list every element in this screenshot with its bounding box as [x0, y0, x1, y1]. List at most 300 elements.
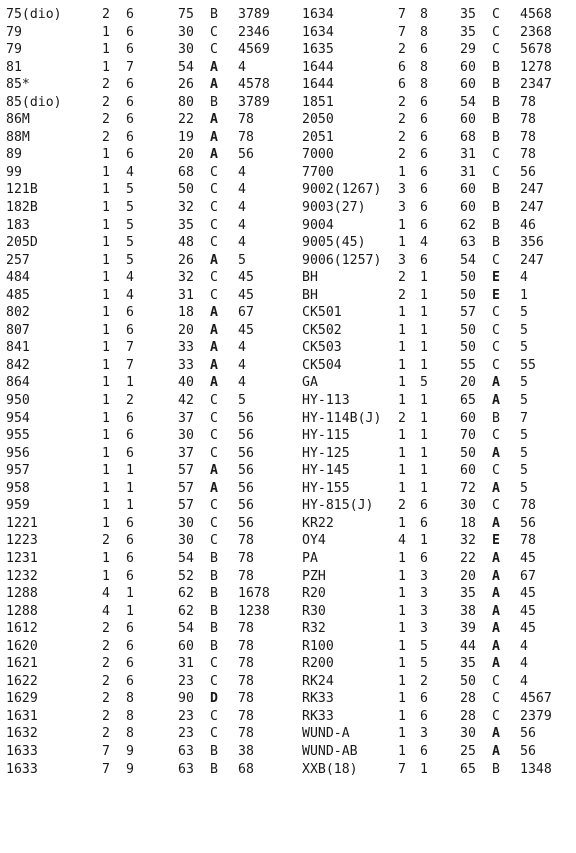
left-cell-digits: 45 — [238, 322, 254, 338]
left-table-row — [6, 304, 290, 322]
right-cell-model: OY4 — [302, 533, 326, 549]
left-cell-number: 33 — [178, 340, 194, 356]
left-cell-number: 23 — [178, 673, 194, 689]
left-cell-grade: A — [210, 112, 218, 128]
right-cell-grade: C — [492, 708, 500, 724]
right-table-row — [302, 234, 572, 252]
left-table-row — [6, 655, 290, 673]
left-cell-model: 89 — [6, 147, 22, 163]
right-cell-model: WUND-A — [302, 726, 350, 742]
left-cell-count-a: 1 — [102, 550, 110, 566]
left-cell-digits: 78 — [238, 550, 254, 566]
right-cell-count-a: 2 — [398, 112, 406, 128]
left-table-row — [6, 199, 290, 217]
left-cell-model: 484 — [6, 270, 30, 286]
right-cell-number: 35 — [460, 586, 476, 602]
left-cell-model: 841 — [6, 340, 30, 356]
right-cell-grade: C — [492, 340, 500, 356]
right-table-row — [302, 6, 572, 24]
left-cell-count-a: 2 — [102, 129, 110, 145]
right-cell-grade: A — [492, 375, 500, 391]
right-cell-count-a: 2 — [398, 94, 406, 110]
right-cell-count-a: 1 — [398, 393, 406, 409]
right-cell-model: CK503 — [302, 340, 342, 356]
left-cell-digits: 78 — [238, 568, 254, 584]
right-cell-model: 1644 — [302, 59, 334, 75]
left-cell-number: 22 — [178, 112, 194, 128]
right-cell-count-b: 1 — [420, 533, 428, 549]
right-cell-count-b: 6 — [420, 708, 428, 724]
right-table-row — [302, 410, 572, 428]
left-cell-number: 26 — [178, 252, 194, 268]
right-cell-count-b: 6 — [420, 112, 428, 128]
right-cell-number: 60 — [460, 463, 476, 479]
right-table-row — [302, 532, 572, 550]
right-cell-count-a: 3 — [398, 252, 406, 268]
left-cell-count-b: 1 — [126, 375, 134, 391]
left-cell-number: 26 — [178, 77, 194, 93]
left-table-row — [6, 761, 290, 779]
left-cell-number: 20 — [178, 147, 194, 163]
right-cell-number: 20 — [460, 568, 476, 584]
left-cell-model: 79 — [6, 24, 22, 40]
right-cell-count-b: 1 — [420, 428, 428, 444]
right-cell-digits: 2347 — [520, 77, 552, 93]
right-table-row — [302, 638, 572, 656]
left-cell-count-b: 6 — [126, 7, 134, 22]
right-cell-grade: B — [492, 410, 500, 426]
left-cell-count-b: 7 — [126, 59, 134, 75]
right-cell-count-b: 8 — [420, 59, 428, 75]
right-cell-digits: 78 — [520, 498, 536, 514]
left-cell-grade: C — [210, 235, 218, 251]
right-cell-model: 1634 — [302, 24, 334, 40]
right-cell-count-a: 1 — [398, 621, 406, 637]
right-cell-count-a: 1 — [398, 656, 406, 672]
right-cell-count-a: 1 — [398, 164, 406, 180]
right-cell-count-b: 3 — [420, 621, 428, 637]
left-cell-grade: C — [210, 726, 218, 742]
left-cell-model: 1620 — [6, 638, 38, 654]
left-cell-count-b: 2 — [126, 393, 134, 409]
left-cell-count-b: 6 — [126, 550, 134, 566]
left-cell-digits: 3789 — [238, 94, 270, 110]
right-cell-digits: 55 — [520, 357, 536, 373]
right-cell-number: 50 — [460, 287, 476, 303]
right-cell-count-b: 1 — [420, 340, 428, 356]
right-table-row — [302, 94, 572, 112]
right-cell-count-b: 2 — [420, 673, 428, 689]
right-cell-count-b: 1 — [420, 287, 428, 303]
left-cell-count-b: 5 — [126, 252, 134, 268]
left-cell-digits: 78 — [238, 129, 254, 145]
left-cell-digits: 4569 — [238, 42, 270, 58]
right-cell-count-a: 1 — [398, 463, 406, 479]
left-cell-model: 85(dio) — [6, 94, 62, 110]
left-cell-grade: A — [210, 463, 218, 479]
right-cell-number: 72 — [460, 480, 476, 496]
left-cell-number: 54 — [178, 550, 194, 566]
left-cell-count-b: 7 — [126, 357, 134, 373]
left-cell-count-b: 6 — [126, 515, 134, 531]
right-cell-model: KR22 — [302, 515, 334, 531]
left-cell-count-a: 2 — [102, 708, 110, 724]
right-table-row — [302, 585, 572, 603]
left-cell-count-b: 8 — [126, 726, 134, 742]
left-cell-model: 1223 — [6, 533, 38, 549]
right-cell-count-b: 6 — [420, 498, 428, 514]
left-cell-digits: 78 — [238, 708, 254, 724]
left-cell-grade: B — [210, 568, 218, 584]
right-table-row — [302, 655, 572, 673]
right-table-row — [302, 129, 572, 147]
left-table-row — [6, 287, 290, 305]
right-cell-number: 60 — [460, 410, 476, 426]
left-cell-count-b: 6 — [126, 94, 134, 110]
right-cell-digits: 46 — [520, 217, 536, 233]
left-cell-number: 35 — [178, 217, 194, 233]
right-cell-grade: C — [492, 673, 500, 689]
right-cell-count-b: 6 — [420, 182, 428, 198]
right-cell-model: CK502 — [302, 322, 342, 338]
right-cell-count-b: 3 — [420, 586, 428, 602]
right-cell-model: 7000 — [302, 147, 334, 163]
left-cell-count-a: 4 — [102, 603, 110, 619]
right-column — [302, 6, 572, 778]
right-cell-count-b: 1 — [420, 305, 428, 321]
left-cell-number: 32 — [178, 200, 194, 216]
left-cell-grade: B — [210, 638, 218, 654]
right-cell-digits: 4567 — [520, 691, 552, 707]
left-cell-grade: A — [210, 375, 218, 391]
right-cell-count-a: 1 — [398, 445, 406, 461]
right-cell-grade: A — [492, 743, 500, 759]
left-cell-grade: C — [210, 24, 218, 40]
right-cell-count-a: 7 — [398, 24, 406, 40]
left-cell-count-b: 6 — [126, 410, 134, 426]
right-cell-digits: 4 — [520, 656, 528, 672]
right-cell-model: 1634 — [302, 7, 334, 22]
right-cell-number: 31 — [460, 164, 476, 180]
right-cell-model: 9006(1257) — [302, 252, 382, 268]
right-cell-grade: C — [492, 498, 500, 514]
left-cell-model: 1622 — [6, 673, 38, 689]
left-cell-grade: B — [210, 7, 218, 22]
right-cell-digits: 356 — [520, 235, 544, 251]
right-cell-count-b: 6 — [420, 42, 428, 58]
left-cell-count-a: 1 — [102, 59, 110, 75]
right-cell-grade: B — [492, 235, 500, 251]
right-table-row — [302, 480, 572, 498]
left-cell-digits: 56 — [238, 147, 254, 163]
right-table-row — [302, 76, 572, 94]
left-cell-digits: 4 — [238, 182, 246, 198]
left-cell-number: 75 — [178, 7, 194, 22]
left-cell-count-b: 7 — [126, 340, 134, 356]
right-cell-model: HY-125 — [302, 445, 350, 461]
right-cell-grade: C — [492, 428, 500, 444]
right-cell-count-a: 1 — [398, 235, 406, 251]
right-cell-number: 50 — [460, 322, 476, 338]
left-table-row — [6, 497, 290, 515]
right-table-row — [302, 322, 572, 340]
left-cell-number: 80 — [178, 94, 194, 110]
left-cell-count-b: 9 — [126, 761, 134, 777]
left-cell-count-b: 1 — [126, 480, 134, 496]
left-cell-model: 99 — [6, 164, 22, 180]
left-cell-count-a: 2 — [102, 638, 110, 654]
right-cell-model: BH — [302, 287, 318, 303]
left-cell-model: 802 — [6, 305, 30, 321]
right-cell-number: 60 — [460, 112, 476, 128]
right-cell-grade: E — [492, 533, 500, 549]
left-cell-model: 205D — [6, 235, 38, 251]
right-cell-count-b: 6 — [420, 550, 428, 566]
right-cell-grade: B — [492, 94, 500, 110]
left-cell-digits: 78 — [238, 673, 254, 689]
left-cell-count-a: 1 — [102, 393, 110, 409]
left-cell-number: 57 — [178, 480, 194, 496]
left-cell-grade: C — [210, 217, 218, 233]
right-cell-model: R32 — [302, 621, 326, 637]
left-cell-count-b: 6 — [126, 147, 134, 163]
right-cell-count-a: 7 — [398, 761, 406, 777]
right-cell-number: 50 — [460, 673, 476, 689]
right-cell-count-a: 1 — [398, 480, 406, 496]
left-cell-grade: C — [210, 656, 218, 672]
right-cell-model: R30 — [302, 603, 326, 619]
right-cell-number: 60 — [460, 200, 476, 216]
right-cell-count-b: 3 — [420, 568, 428, 584]
right-cell-count-a: 2 — [398, 147, 406, 163]
right-cell-model: CK501 — [302, 305, 342, 321]
right-cell-count-b: 5 — [420, 656, 428, 672]
left-cell-count-a: 1 — [102, 270, 110, 286]
left-cell-model: 1288 — [6, 586, 38, 602]
right-cell-number: 20 — [460, 375, 476, 391]
left-cell-number: 31 — [178, 287, 194, 303]
left-cell-digits: 56 — [238, 498, 254, 514]
left-cell-count-a: 7 — [102, 761, 110, 777]
right-cell-grade: A — [492, 638, 500, 654]
left-cell-count-b: 6 — [126, 112, 134, 128]
right-cell-digits: 7 — [520, 410, 528, 426]
left-cell-count-b: 5 — [126, 182, 134, 198]
right-cell-digits: 247 — [520, 182, 544, 198]
left-cell-count-a: 1 — [102, 24, 110, 40]
left-cell-grade: C — [210, 393, 218, 409]
left-cell-grade: C — [210, 270, 218, 286]
right-cell-grade: A — [492, 726, 500, 742]
left-cell-number: 57 — [178, 463, 194, 479]
right-table-row — [302, 392, 572, 410]
right-cell-model: 7700 — [302, 164, 334, 180]
left-cell-grade: A — [210, 322, 218, 338]
left-cell-count-a: 1 — [102, 480, 110, 496]
left-cell-model: 1632 — [6, 726, 38, 742]
left-cell-count-a: 2 — [102, 7, 110, 22]
right-table-row — [302, 445, 572, 463]
right-cell-digits: 56 — [520, 515, 536, 531]
left-table-row — [6, 532, 290, 550]
left-cell-grade: C — [210, 287, 218, 303]
left-table-row — [6, 603, 290, 621]
right-cell-grade: E — [492, 270, 500, 286]
left-cell-number: 37 — [178, 445, 194, 461]
right-cell-digits: 4568 — [520, 7, 552, 22]
left-cell-count-b: 6 — [126, 322, 134, 338]
right-cell-count-b: 5 — [420, 375, 428, 391]
right-cell-model: 9004 — [302, 217, 334, 233]
left-cell-number: 48 — [178, 235, 194, 251]
left-table-row — [6, 111, 290, 129]
left-cell-number: 63 — [178, 743, 194, 759]
left-cell-number: 90 — [178, 691, 194, 707]
left-cell-count-a: 2 — [102, 726, 110, 742]
left-cell-grade: B — [210, 761, 218, 777]
left-table-row — [6, 708, 290, 726]
left-cell-grade: B — [210, 586, 218, 602]
left-cell-number: 18 — [178, 305, 194, 321]
right-cell-digits: 78 — [520, 129, 536, 145]
left-cell-count-a: 1 — [102, 42, 110, 58]
left-table-row — [6, 129, 290, 147]
left-cell-digits: 78 — [238, 726, 254, 742]
right-cell-grade: C — [492, 357, 500, 373]
left-cell-model: 1232 — [6, 568, 38, 584]
left-cell-count-b: 4 — [126, 164, 134, 180]
right-cell-count-b: 6 — [420, 200, 428, 216]
left-cell-count-a: 1 — [102, 340, 110, 356]
right-cell-count-a: 6 — [398, 59, 406, 75]
left-cell-count-a: 1 — [102, 287, 110, 303]
right-cell-grade: B — [492, 182, 500, 198]
left-table-row — [6, 41, 290, 59]
left-table-row — [6, 339, 290, 357]
left-cell-grade: B — [210, 743, 218, 759]
left-cell-number: 20 — [178, 322, 194, 338]
left-cell-number: 33 — [178, 357, 194, 373]
right-cell-count-a: 1 — [398, 586, 406, 602]
left-cell-digits: 4 — [238, 357, 246, 373]
left-cell-digits: 1238 — [238, 603, 270, 619]
right-cell-digits: 5 — [520, 393, 528, 409]
left-cell-count-b: 6 — [126, 445, 134, 461]
left-cell-count-b: 5 — [126, 200, 134, 216]
right-cell-count-a: 1 — [398, 322, 406, 338]
left-cell-number: 23 — [178, 726, 194, 742]
right-cell-grade: A — [492, 445, 500, 461]
right-cell-count-b: 1 — [420, 445, 428, 461]
right-cell-count-a: 1 — [398, 375, 406, 391]
right-cell-model: 9002(1267) — [302, 182, 382, 198]
right-cell-grade: A — [492, 568, 500, 584]
right-cell-grade: B — [492, 59, 500, 75]
right-cell-model: HY-113 — [302, 393, 350, 409]
right-cell-grade: B — [492, 200, 500, 216]
right-cell-number: 68 — [460, 129, 476, 145]
right-table-row — [302, 217, 572, 235]
right-cell-grade: B — [492, 217, 500, 233]
left-cell-digits: 4 — [238, 200, 246, 216]
left-cell-grade: C — [210, 182, 218, 198]
left-cell-count-a: 1 — [102, 200, 110, 216]
right-cell-count-a: 3 — [398, 200, 406, 216]
right-cell-model: PA — [302, 550, 318, 566]
left-cell-digits: 56 — [238, 515, 254, 531]
left-table-row — [6, 620, 290, 638]
left-cell-digits: 56 — [238, 428, 254, 444]
left-table-row — [6, 269, 290, 287]
left-column — [6, 6, 290, 778]
left-cell-grade: D — [210, 691, 218, 707]
right-cell-number: 54 — [460, 94, 476, 110]
left-cell-digits: 38 — [238, 743, 254, 759]
right-cell-number: 57 — [460, 305, 476, 321]
right-cell-digits: 45 — [520, 550, 536, 566]
right-cell-count-b: 6 — [420, 217, 428, 233]
right-cell-count-a: 1 — [398, 691, 406, 707]
left-cell-number: 31 — [178, 656, 194, 672]
right-cell-count-a: 1 — [398, 603, 406, 619]
right-cell-model: GA — [302, 375, 318, 391]
right-table-row — [302, 111, 572, 129]
left-cell-grade: A — [210, 129, 218, 145]
left-cell-number: 52 — [178, 568, 194, 584]
left-cell-model: 959 — [6, 498, 30, 514]
right-table-row — [302, 146, 572, 164]
right-cell-count-b: 8 — [420, 7, 428, 22]
left-cell-count-a: 1 — [102, 322, 110, 338]
right-cell-model: HY-815(J) — [302, 498, 374, 514]
right-cell-count-a: 2 — [398, 42, 406, 58]
left-table-row — [6, 480, 290, 498]
left-cell-model: 1629 — [6, 691, 38, 707]
right-cell-count-b: 6 — [420, 252, 428, 268]
right-cell-digits: 2368 — [520, 24, 552, 40]
left-table-row — [6, 410, 290, 428]
right-cell-count-b: 3 — [420, 726, 428, 742]
right-cell-model: 1635 — [302, 42, 334, 58]
right-cell-digits: 247 — [520, 200, 544, 216]
right-cell-model: 2050 — [302, 112, 334, 128]
left-cell-model: 75(dio) — [6, 7, 62, 22]
right-cell-digits: 4 — [520, 673, 528, 689]
left-cell-digits: 45 — [238, 270, 254, 286]
left-cell-model: 956 — [6, 445, 30, 461]
left-cell-number: 68 — [178, 164, 194, 180]
left-cell-count-b: 6 — [126, 673, 134, 689]
right-cell-count-b: 1 — [420, 410, 428, 426]
right-cell-digits: 5 — [520, 322, 528, 338]
right-cell-digits: 67 — [520, 568, 536, 584]
left-cell-digits: 78 — [238, 638, 254, 654]
left-cell-model: 485 — [6, 287, 30, 303]
right-cell-grade: A — [492, 586, 500, 602]
right-cell-grade: C — [492, 7, 500, 22]
left-cell-digits: 5 — [238, 393, 246, 409]
right-table-row — [302, 690, 572, 708]
right-cell-count-b: 5 — [420, 638, 428, 654]
right-cell-count-a: 1 — [398, 550, 406, 566]
left-cell-grade: B — [210, 94, 218, 110]
left-cell-model: 81 — [6, 59, 22, 75]
left-cell-count-b: 4 — [126, 270, 134, 286]
right-cell-digits: 5 — [520, 480, 528, 496]
right-cell-number: 35 — [460, 24, 476, 40]
left-cell-digits: 56 — [238, 410, 254, 426]
right-cell-count-a: 2 — [398, 287, 406, 303]
